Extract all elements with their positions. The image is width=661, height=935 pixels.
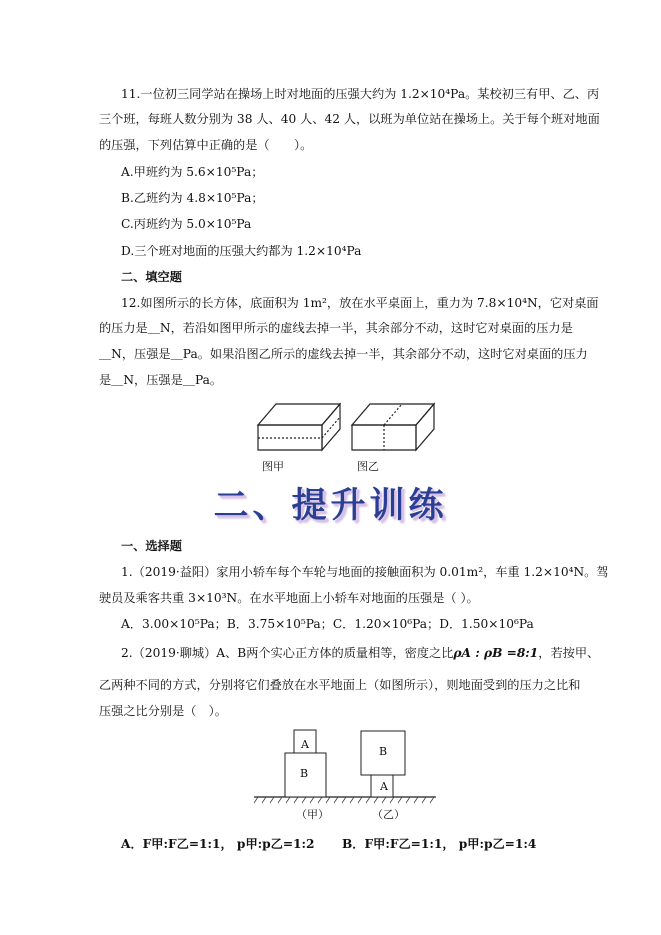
q12-line-2: 的压力是＿N，若沿如图甲所示的虚线去掉一半，其余部分不动，这时它对桌面的压力是 xyxy=(99,321,573,335)
q2-line-3: 压强之比分别是（ ）。 xyxy=(99,704,227,718)
q2-density-ratio: ρA : ρB =8:1 xyxy=(453,646,539,660)
q2-fig-label-yi: （乙） xyxy=(372,808,405,821)
q1-options: A．3.00×10⁵Pa；B．3.75×10⁵Pa；C．1.20×10⁶Pa；D．1.50×10⁶Pa xyxy=(121,617,534,631)
q12-line-1: 12.如图所示的长方体，底面积为 1m²，放在水平桌面上，重力为 7.8×10⁴N，它对桌面 xyxy=(121,296,599,310)
q11-option-d: D.三个班对地面的压强大约都为 1.2×10⁴Pa xyxy=(121,244,362,258)
q2-line-2: 乙两种不同的方式，分别将它们叠放在水平地面上（如图所示），则地面受到的压力之比和 xyxy=(99,678,581,692)
q2-option-b: B．F甲:F乙=1:1， p甲:p乙=1:4 xyxy=(342,837,537,851)
q11-line-3: 的压强，下列估算中正确的是（ ）。 xyxy=(99,138,313,152)
q12-line-3: ＿N，压强是＿Pa。如果沿图乙所示的虚线去掉一半，其余部分不动，这时它对桌面的压力 xyxy=(99,347,588,361)
q2-fig-label-jia: （甲） xyxy=(296,808,329,821)
q11-option-c: C.丙班约为 5.0×10⁵Pa xyxy=(121,217,252,231)
q12-line-4: 是＿N，压强是＿Pa。 xyxy=(99,373,223,387)
q2-fig-jia-a-label: A xyxy=(301,738,309,751)
q2-option-a: A．F甲:F乙=1:1， p甲:p乙=1:2 xyxy=(121,837,315,851)
q1-line-2: 驶员及乘客共重 3×10³N。在水平地面上小轿车对地面的压强是（ ）。 xyxy=(99,591,479,605)
q2-stem-start: A、B两个实心正方体的质量相等，密度之比 xyxy=(216,646,454,660)
q2-fig-yi-b-label: B xyxy=(379,745,388,758)
q2-fig-jia-b-label: B xyxy=(300,767,309,780)
q2-stacked-blocks-figure xyxy=(250,725,440,820)
section-choice-heading: 一、选择题 xyxy=(121,539,182,553)
q11-option-b: B.乙班约为 4.8×10⁵Pa； xyxy=(121,191,264,205)
section-fill-heading: 二、填空题 xyxy=(121,270,182,284)
q1-line-1: 1.（2019·益阳）家用小轿车每个车轮与地面的接触面积为 0.01m²，车重 1.2×10⁴N。驾 xyxy=(121,565,609,579)
q2-source: 2.（2019·聊城） xyxy=(121,646,217,660)
section-big-title: 二、提升训练 xyxy=(213,486,448,526)
q2-fig-yi-a-label: A xyxy=(380,780,388,793)
cuboid-fig-yi xyxy=(352,404,434,450)
q2-stem-cont: ，若按甲、 xyxy=(538,646,600,660)
q11-line-2: 三个班，每班人数分别为 38 人、40 人、42 人，以班为单位站在操场上。关于每个班对地面 xyxy=(99,112,600,126)
q12-fig-label-jia: 图甲 xyxy=(262,460,284,473)
cuboid-fig-jia xyxy=(258,404,340,450)
q12-fig-label-yi: 图乙 xyxy=(357,460,379,473)
q2-line-1 xyxy=(121,645,599,661)
q11-option-a: A.甲班约为 5.6×10⁵Pa； xyxy=(121,165,264,179)
q11-line-1: 11.一位初三同学站在操场上时对地面的压强大约为 1.2×10⁴Pa。某校初三有甲、乙、丙 xyxy=(121,87,600,101)
